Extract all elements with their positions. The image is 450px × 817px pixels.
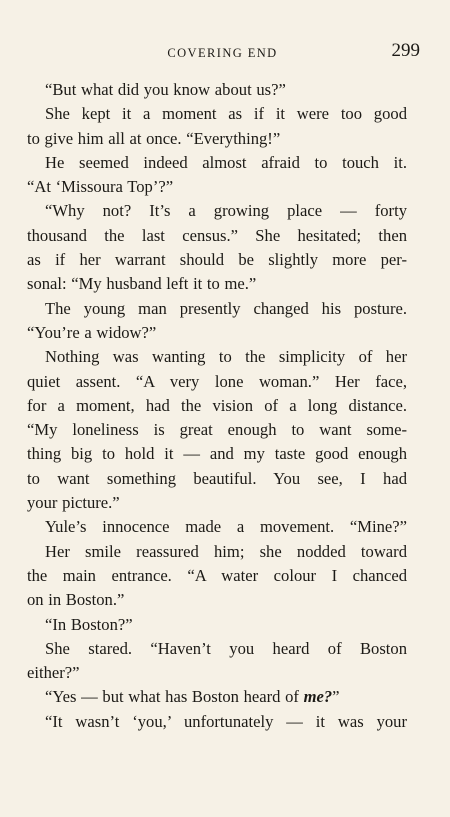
text-line [27,199,407,223]
line-text: your picture.” [27,493,120,513]
line-text: “In Boston?” [45,614,133,634]
line-text: on in Boston.” [27,590,125,610]
text-line [27,637,407,661]
text-line [27,540,407,564]
line-text: to want something beautiful. You see, I had [27,468,407,488]
text-line [27,588,407,612]
line-text: She stared. “Haven’t you heard of Boston [45,638,407,658]
page-number: 299 [391,40,420,61]
line-text: Her smile reassured him; she nodded toward [45,541,407,561]
line-text: as if her warrant should be slightly more per- [27,250,407,270]
line-text: quiet assent. “A very lone woman.” Her face, [27,371,407,391]
running-title: COVERING END [167,46,278,60]
line-text: either?” [27,663,80,683]
text-line [27,248,407,272]
text-line [27,321,407,345]
closing-quote: ” [332,687,340,707]
line-text: Nothing was wanting to the simplicity of her [45,347,407,367]
text-line [27,345,407,369]
text-line [27,442,407,466]
text-line [27,175,407,199]
line-text: Yule’s innocence made a movement. “Mine?” [45,517,407,537]
line-text: thing big to hold it — and my taste good enough [27,444,407,464]
line-text: “It wasn’t ‘you,’ unfortunately — it was your [45,711,407,731]
body-text [27,78,407,734]
text-line [27,127,407,151]
line-text: “Why not? It’s a growing place — forty [45,201,407,221]
text-line [27,394,407,418]
text-line [27,418,407,442]
text-line [27,297,407,321]
text-line [27,370,407,394]
text-line [27,685,407,709]
emphasized-word: me? [303,687,333,707]
line-text: “But what did you know about us?” [45,80,286,99]
running-head [25,40,420,64]
text-line [27,564,407,588]
text-line [27,151,407,175]
text-line [27,515,407,539]
line-text: to give him all at once. “Everything!” [27,128,281,148]
line-text: sonal: “My husband left it to me.” [27,274,257,294]
line-text: He seemed indeed almost afraid to touch it. [45,152,407,172]
line-text: the main entrance. “A water colour I chanced [27,565,407,585]
text-line [27,102,407,126]
text-line [27,491,407,515]
text-line [27,661,407,685]
line-text: She kept it a moment as if it were too good [45,104,407,124]
text-line [27,710,407,734]
text-line [27,78,407,102]
text-line [27,467,407,491]
line-text: for a moment, had the vision of a long distance. [27,395,407,415]
text-line [27,224,407,248]
line-text: “My loneliness is great enough to want some- [27,420,407,440]
text-line [27,272,407,296]
line-text: The young man presently changed his posture. [45,298,407,318]
line-text: “You’re a widow?” [27,322,157,342]
line-text: “Yes — but what has Boston heard of [45,687,304,707]
line-text: thousand the last census.” She hesitated; then [27,225,407,245]
text-line [27,613,407,637]
line-text: “At ‘Missoura Top’?” [27,177,174,197]
